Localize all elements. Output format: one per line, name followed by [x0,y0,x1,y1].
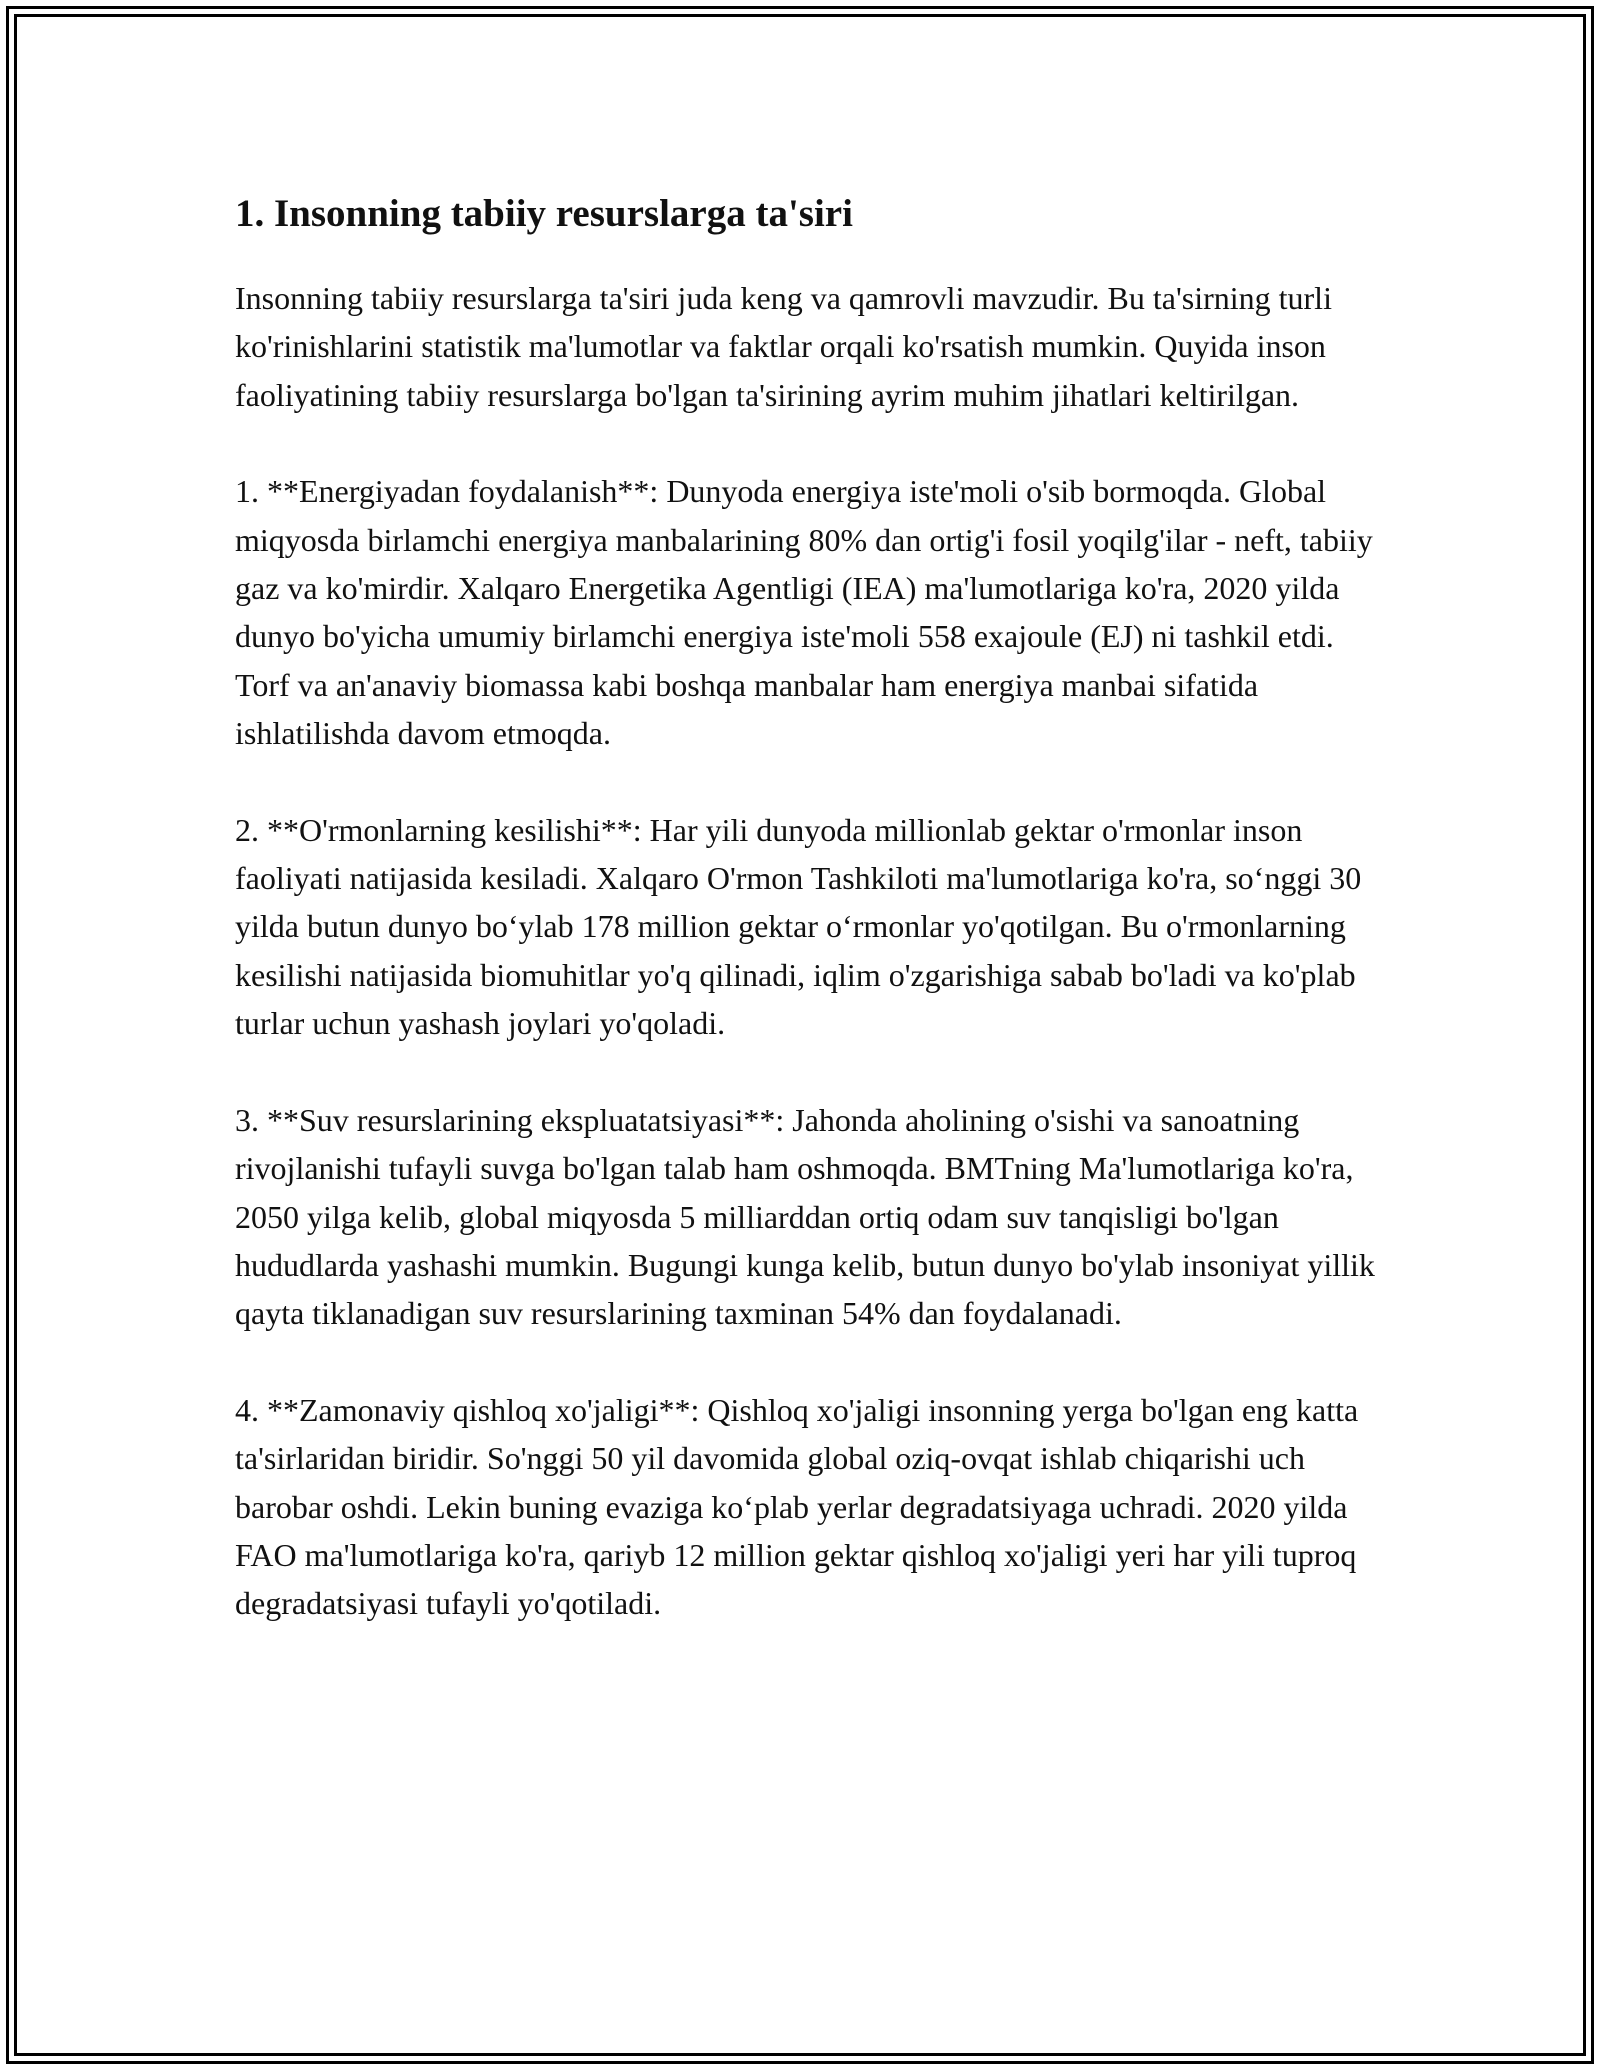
document-body [235,188,1375,1628]
paragraph-deforestation: 2. **O'rmonlarning kesilishi**: Har yili dunyoda millionlab gektar o'rmonlar inson faoliyati natijasida kesiladi. Xalqaro O'rmon Tashkiloti ma'lumotlariga ko'ra, so‘nggi 30 yilda butun dunyo bo‘ylab 178 million gektar o‘rmonlar yo'qotilgan. Bu o'rmonlarning kesilishi natijasida biomuhitlar yo'q qilinadi, iqlim o'zgarishiga sabab bo'ladi va ko'plab turlar uchun yashash joylari yo'qoladi. [235,811,1362,1042]
intro-paragraph: Insonning tabiiy resurslarga ta'siri juda keng va qamrovli mavzudir. Bu ta'sirning turli ko'rinishlarini statistik ma'lumotlar va faktlar orqali ko'rsatish mumkin. Quyida inson faoliyatining tabiiy resurslarga bo'lgan ta'sirining ayrim muhim jihatlari keltirilgan. [235,280,1332,413]
paragraph-water-resources: 3. **Suv resurslarining ekspluatatsiyasi**: Jahonda aholining o'sishi va sanoatning rivojlanishi tufayli suvga bo'lgan talab ham oshmoqda. BMTning Ma'lumotlariga ko'ra, 2050 yilga kelib, global miqyosda 5 milliarddan ortiq odam suv tanqisligi bo'lgan hududlarda yashashi mumkin. Bugungi kunga kelib, butun dunyo bo'ylab insoniyat yillik qayta tiklanadigan suv resurslarining taxminan 54% dan foydalanadi. [235,1101,1375,1332]
paragraph-energy-use: 1. **Energiyadan foydalanish**: Dunyoda energiya iste'moli o'sib bormoqda. Global miqyosda birlamchi energiya manbalarining 80% dan ortig'i fosil yoqilg'ilar - neft, tabiiy gaz va ko'mirdir. Xalqaro Energetika Agentligi (IEA) ma'lumotlariga ko'ra, 2020 yilda dunyo bo'yicha umumiy birlamchi energiya iste'moli 558 exajoule (EJ) ni tashkil etdi. Torf va an'anaviy biomassa kabi boshqa manbalar ham energiya manbai sifatida ishlatilishda davom etmoqda. [235,473,1373,752]
document-title: 1. Insonning tabiiy resurslarga ta'siri [235,192,853,235]
paragraph-agriculture: 4. **Zamonaviy qishloq xo'jaligi**: Qishloq xo'jaligi insonning yerga bo'lgan eng katta ta'sirlaridan biridir. So'nggi 50 yil davomida global oziq-ovqat ishlab chiqarishi uch barobar oshdi. Lekin buning evaziga ko‘plab yerlar degradatsiyaga uchradi. 2020 yilda FAO ma'lumotlariga ko'ra, qariyb 12 million gektar qishloq xo'jaligi yeri har yili tuproq degradatsiyasi tufayli yo'qotiladi. [235,1391,1359,1622]
